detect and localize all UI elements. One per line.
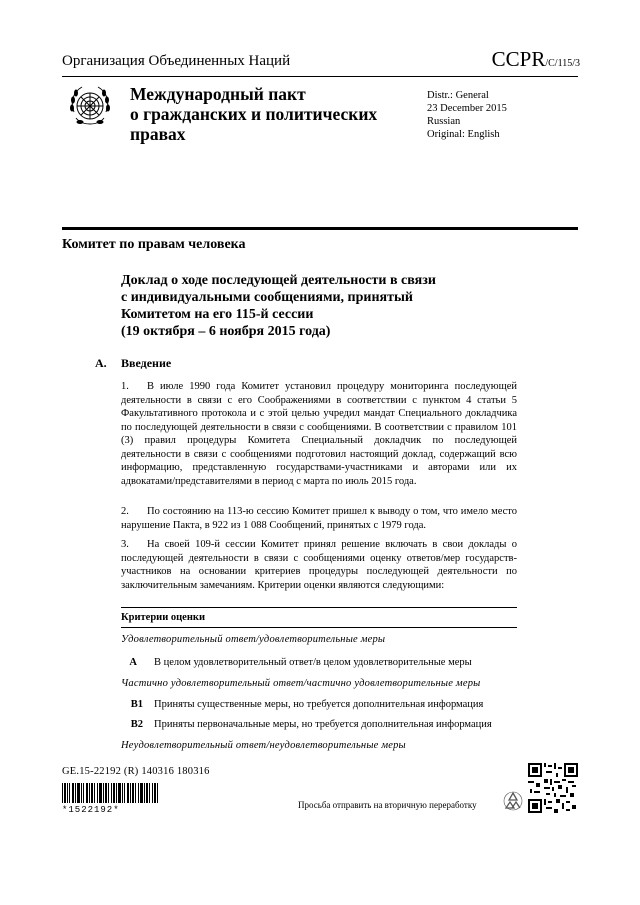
recycle-text: Просьба отправить на вторичную переработку [298, 800, 477, 810]
barcode-number: *1522192* [62, 805, 120, 815]
document-id: GE.15-22192 (R) 140316 180316 [62, 766, 210, 777]
distr-type: Distr.: General [427, 90, 489, 101]
report-title-line: с индивидуальными сообщениями, принятый [121, 290, 413, 305]
criteria-text-a: В целом удовлетворительный ответ/в целом удовлетворительные меры [154, 657, 472, 668]
distr-original: Original: English [427, 129, 500, 140]
symbol-suffix: /C/115/3 [545, 58, 580, 69]
paragraph-text: На своей 109-й сессии Комитет принял решение включать в свои доклады о последующей деятельности в связи с сообщениями оценку ответов/мер государств-участников на основании критериев процедуры последующей деятельности по заключительным замечаниям. Критерии оценки являются следующими: [121, 539, 517, 591]
distr-language: Russian [427, 116, 461, 127]
committee-name: Комитет по правам человека [62, 237, 246, 252]
paragraph-text: По состоянию на 113-ю сессию Комитет пришел к выводу о том, что имело место нарушение Пакта, в 922 из 1 088 Сообщений, принятых с 1979 года. [121, 506, 517, 531]
title-rule [62, 227, 578, 230]
treaty-title-line: правах [130, 124, 186, 144]
treaty-title [130, 84, 400, 144]
criteria-text-b1: Приняты существенные меры, но требуется дополнительная информация [154, 699, 484, 710]
section-title: Введение [121, 356, 172, 370]
paragraph-number: 3. [121, 539, 129, 550]
report-title-line: Доклад о ходе последующей деятельности в связи [121, 273, 436, 288]
qr-code-icon [528, 763, 578, 813]
header-rule [62, 76, 578, 77]
distribution-block [427, 89, 507, 141]
paragraph-text: В июле 1990 года Комитет установил процедуру мониторинга последующей деятельности в связи с его Соображениями в соответствии с пунктом 4 статьи 5 Факультативного протокола и с этой целью учредил мандат Специального докладчика по последующей деятельности в связи с сообщениями. В соответствии с правилом 101 (3) правил процедуры Комитета Специальный докладчик по последующей деятельности в связи с сообщениями подготовил настоящий доклад, содержащий всю информацию, представленную государствами-участниками и авторами или их адвокатами/представителями в период с марта по июль 2015 года. [121, 381, 517, 487]
criteria-unsatisfactory: Неудовлетворительный ответ/неудовлетворительные меры [121, 740, 406, 751]
paragraph-number: 2. [121, 506, 129, 517]
treaty-title-line: Международный пакт [130, 84, 306, 104]
criteria-text-b2: Приняты первоначальные меры, но требуется дополнительная информация [154, 719, 492, 730]
criteria-code-b1: B1 [130, 699, 143, 710]
paragraph-1 [121, 380, 517, 488]
section-letter: A. [95, 356, 107, 370]
criteria-top-rule [121, 607, 517, 608]
criteria-partial: Частично удовлетворительный ответ/частично удовлетворительные меры [121, 678, 481, 689]
distr-date: 23 December 2015 [427, 103, 507, 114]
criteria-heading-rule [121, 627, 517, 628]
paragraph-number: 1. [121, 381, 129, 392]
report-title-line: Комитетом на его 115-й сессии [121, 307, 314, 322]
criteria-code-b2: B2 [130, 719, 143, 730]
symbol-main: CCPR [491, 47, 546, 71]
treaty-title-line: о гражданских и политических [130, 104, 378, 124]
un-emblem-icon [64, 82, 116, 134]
organization-name: Организация Объединенных Наций [62, 53, 291, 69]
criteria-satisfactory: Удовлетворительный ответ/удовлетворительные меры [121, 634, 386, 645]
criteria-heading: Критерии оценки [121, 612, 205, 623]
barcode-icon [62, 783, 158, 803]
paragraph-2 [121, 505, 517, 532]
paragraph-3 [121, 538, 517, 592]
recycle-icon [502, 790, 524, 812]
report-title-line: (19 октября – 6 ноября 2015 года) [121, 324, 331, 339]
document-symbol [492, 47, 580, 72]
criteria-code-a: A [129, 657, 137, 668]
report-title [121, 272, 541, 340]
